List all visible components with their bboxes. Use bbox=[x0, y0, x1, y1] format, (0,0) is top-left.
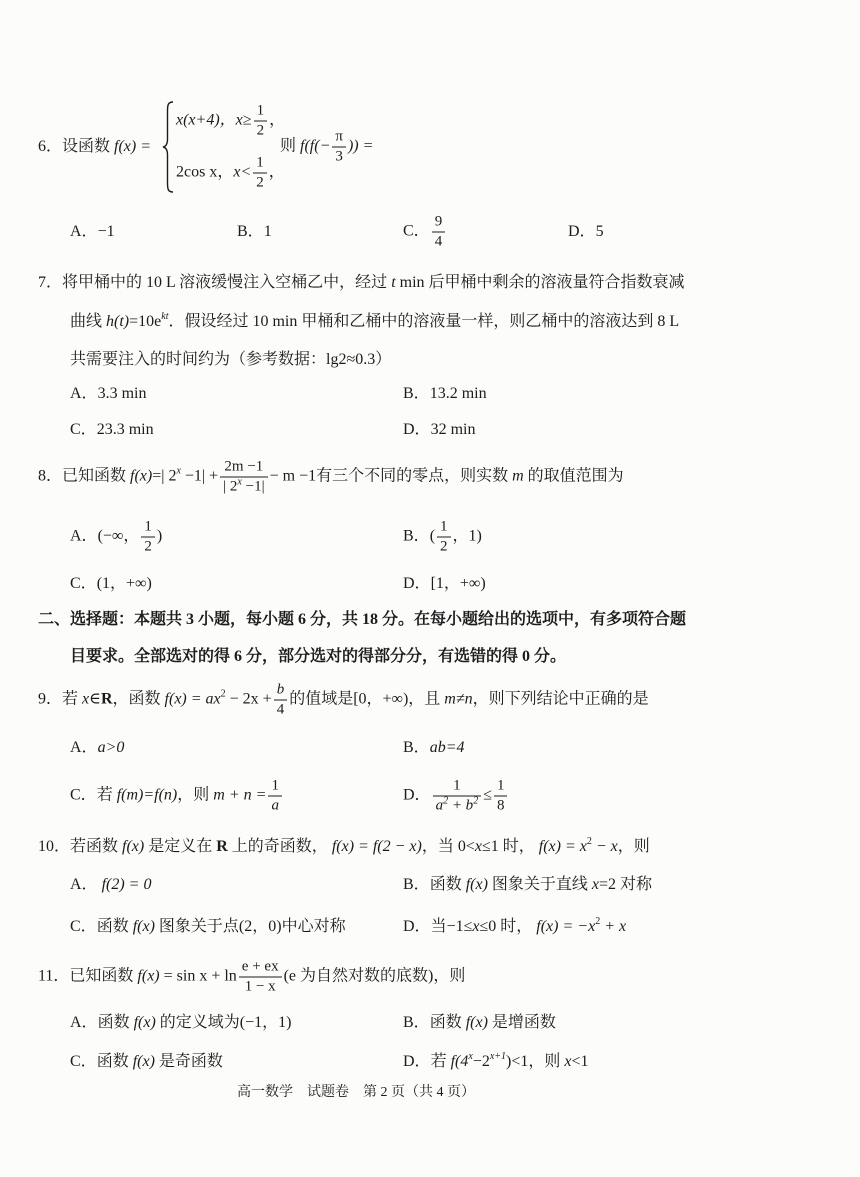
option-text: a>0 bbox=[97, 739, 125, 756]
option-label: B． bbox=[403, 739, 430, 756]
function-expression: − x bbox=[591, 838, 618, 855]
exponent: x bbox=[468, 1051, 473, 1062]
option-text: ( bbox=[429, 527, 436, 545]
text: ，则下列结论中正确的是 bbox=[472, 690, 649, 708]
denominator-part: | 2 bbox=[223, 478, 238, 495]
option-label: D． bbox=[403, 786, 431, 804]
question-7-line-2 bbox=[70, 312, 679, 332]
function-expression: f(4 bbox=[450, 1053, 469, 1070]
variable-x: x bbox=[472, 918, 480, 935]
fraction-numerator: 1 bbox=[253, 155, 267, 174]
question-7-option-a bbox=[70, 384, 146, 404]
question-11-stem bbox=[38, 959, 465, 996]
case-tail: ， bbox=[269, 111, 286, 129]
case-condition: x< bbox=[233, 163, 252, 181]
option-text: (1，+∞) bbox=[96, 575, 152, 592]
piecewise-case-1 bbox=[176, 103, 285, 140]
exponent: 2 bbox=[473, 795, 479, 807]
option-label: D． bbox=[403, 1053, 431, 1070]
option-text: 3.3 min bbox=[97, 385, 147, 402]
function-expression: f(x) = ax bbox=[164, 690, 221, 708]
option-label: B． bbox=[403, 876, 430, 893]
option-text: (−∞， bbox=[97, 527, 140, 545]
option-label: C． bbox=[70, 1053, 97, 1070]
exponent: 2 bbox=[443, 795, 449, 807]
option-text: =2 对称 bbox=[599, 876, 653, 893]
question-6-option-c bbox=[403, 214, 447, 251]
ask-then: 则 bbox=[280, 137, 301, 155]
option-label: B． bbox=[403, 527, 430, 545]
question-8-option-d bbox=[403, 574, 486, 594]
question-11-option-a bbox=[70, 1013, 291, 1033]
function-name: f(x) = bbox=[114, 138, 152, 155]
option-text: 的定义域为(−1，1) bbox=[155, 1014, 292, 1031]
option-text: ) bbox=[156, 527, 163, 545]
fraction-numerator: b bbox=[274, 682, 288, 701]
equation: =10e bbox=[129, 313, 162, 330]
question-8-stem bbox=[38, 459, 624, 496]
fraction-numerator: 1 bbox=[254, 103, 268, 122]
text: 7．将甲桶中的 10 L 溶液缓慢注入空桶乙中，经过 bbox=[38, 274, 392, 291]
expression: =| 2 bbox=[152, 467, 177, 485]
option-text: 图象关于直线 bbox=[487, 876, 592, 893]
option-text: 若 bbox=[430, 1053, 451, 1070]
function-name: f(x) bbox=[137, 967, 160, 985]
denominator-part: + b bbox=[448, 797, 474, 814]
option-label: C． bbox=[70, 786, 97, 804]
section-heading-line-2 bbox=[70, 647, 566, 667]
option-label: C． bbox=[70, 575, 97, 592]
option-label: C． bbox=[70, 918, 97, 935]
function-name: f(x) bbox=[133, 1014, 156, 1031]
fraction-denominator: 3 bbox=[335, 148, 343, 165]
question-9-option-a bbox=[70, 738, 124, 758]
option-label: D． bbox=[568, 223, 596, 240]
question-10-option-d bbox=[403, 917, 626, 937]
case-expression: 2cos x， bbox=[176, 163, 234, 181]
option-text: 是增函数 bbox=[487, 1014, 556, 1031]
fraction-denominator: 2 bbox=[256, 122, 265, 139]
page-footer bbox=[237, 1083, 475, 1103]
section-heading-text: 目要求。全部选对的得 6 分，部分选对的得部分分，有选错的得 0 分。 bbox=[70, 648, 567, 665]
function-expression: + x bbox=[600, 918, 627, 935]
case-tail: ， bbox=[268, 163, 285, 181]
function-name: f(x) bbox=[465, 1014, 488, 1031]
option-text: 函数 bbox=[429, 876, 466, 893]
option-text: 函数 bbox=[97, 1014, 134, 1031]
fraction-numerator: 1 bbox=[268, 778, 282, 797]
question-9-option-c bbox=[70, 778, 284, 815]
option-text: 函数 bbox=[96, 1053, 133, 1070]
question-10-option-c bbox=[70, 917, 346, 937]
fraction-numerator: 1 bbox=[494, 778, 508, 797]
option-expression: m + n = bbox=[213, 786, 267, 804]
case-condition: x≥ bbox=[235, 111, 252, 129]
variable-x: x∈ bbox=[82, 690, 101, 708]
option-text: 5 bbox=[595, 223, 604, 240]
case-expression: x(x+4)， bbox=[176, 111, 236, 129]
option-label: A． bbox=[70, 876, 98, 893]
function-name: f(x) bbox=[132, 1053, 155, 1070]
function-name: f(x) bbox=[132, 918, 155, 935]
option-text: ab=4 bbox=[429, 739, 465, 756]
text: ，则 bbox=[617, 838, 650, 855]
function-name: f(x) bbox=[465, 876, 488, 893]
real-numbers-symbol: R bbox=[100, 690, 113, 708]
function-name: f(x) bbox=[122, 838, 145, 855]
option-label: A． bbox=[70, 223, 98, 240]
fraction bbox=[433, 778, 482, 815]
fraction bbox=[332, 129, 346, 166]
text: ≤1 时， bbox=[481, 838, 539, 855]
fraction-numerator: 2m −1 bbox=[220, 459, 267, 478]
option-text: 当−1≤ bbox=[430, 918, 473, 935]
fraction-denominator: a bbox=[271, 797, 279, 814]
option-text: 是奇函数 bbox=[154, 1053, 223, 1070]
option-text: 23.3 min bbox=[96, 421, 154, 438]
question-11-option-b bbox=[403, 1013, 556, 1033]
question-7-line-3 bbox=[70, 350, 391, 370]
option-text: ，则 bbox=[177, 786, 214, 804]
question-8-option-a bbox=[70, 519, 162, 556]
text: min 后甲桶中剩余的溶液量符合指数衰减 bbox=[395, 274, 685, 291]
exponent: 2 bbox=[586, 836, 592, 847]
fraction bbox=[141, 519, 155, 556]
option-label: D． bbox=[403, 575, 431, 592]
option-expression: f(2) = 0 bbox=[97, 876, 152, 893]
denominator-part: −1| bbox=[241, 478, 265, 495]
function-h: h(t) bbox=[106, 313, 130, 330]
fraction-numerator: 9 bbox=[432, 214, 446, 233]
text: 上的奇函数， bbox=[227, 838, 332, 855]
option-text: )<1，则 bbox=[506, 1053, 565, 1070]
option-text: ，1) bbox=[452, 527, 482, 545]
exponent: x+1 bbox=[489, 1051, 507, 1062]
option-label: A． bbox=[70, 739, 98, 756]
question-11-option-c bbox=[70, 1052, 223, 1072]
exponent: x bbox=[176, 465, 181, 477]
fraction-denominator: 2 bbox=[256, 174, 264, 191]
option-label: A． bbox=[70, 385, 98, 402]
variable-x: x bbox=[591, 876, 600, 893]
text: (e 为自然对数的底数)，则 bbox=[283, 967, 466, 985]
exponent: 2 bbox=[595, 916, 601, 927]
ask-expression-start: f(f(− bbox=[300, 137, 331, 155]
option-text: 若 bbox=[96, 786, 117, 804]
fraction bbox=[220, 459, 267, 496]
text: ，当 0< bbox=[421, 838, 475, 855]
footer-text: 高一数学 试题卷 第 2 页（共 4 页） bbox=[237, 1085, 475, 1100]
variable-t: t bbox=[391, 274, 396, 291]
fraction bbox=[268, 778, 282, 815]
option-label: A． bbox=[70, 527, 98, 545]
exponent: 2 bbox=[220, 688, 226, 700]
question-11-option-d bbox=[403, 1052, 589, 1072]
question-7-option-b bbox=[403, 384, 487, 404]
variable-x: x bbox=[564, 1053, 572, 1070]
fraction-denominator: 2 bbox=[440, 538, 448, 555]
fraction-numerator: e + ex bbox=[239, 959, 282, 978]
fraction bbox=[274, 682, 288, 719]
text: 有三个不同的零点，则实数 bbox=[316, 467, 513, 485]
text: 的取值范围为 bbox=[523, 467, 624, 485]
fraction-denominator: 2 bbox=[144, 538, 152, 555]
expression: − 2x + bbox=[225, 690, 272, 708]
option-text: [1，+∞) bbox=[430, 575, 486, 592]
question-6-option-d bbox=[568, 222, 604, 242]
option-condition: f(m)=f(n) bbox=[116, 786, 178, 804]
option-label: C． bbox=[403, 222, 430, 240]
option-label: B． bbox=[403, 385, 430, 402]
question-10-stem bbox=[38, 837, 650, 857]
option-label: D． bbox=[403, 421, 431, 438]
fraction bbox=[239, 959, 282, 996]
option-text: 32 min bbox=[430, 421, 476, 438]
option-text: 图象关于点(2，0)中心对称 bbox=[154, 918, 346, 935]
option-text: −1 bbox=[97, 223, 115, 240]
question-8-lead: 8．已知函数 bbox=[38, 467, 131, 485]
exponent: x bbox=[237, 476, 242, 488]
question-6-option-b bbox=[237, 222, 272, 242]
fraction-denominator: 8 bbox=[496, 797, 505, 814]
option-text: 函数 bbox=[429, 1014, 466, 1031]
option-text: 1 bbox=[263, 223, 272, 240]
variable-x: x bbox=[474, 838, 482, 855]
fraction bbox=[253, 155, 267, 192]
fraction-numerator: 1 bbox=[141, 519, 155, 538]
piecewise-case-2 bbox=[176, 155, 285, 192]
text: ．假设经过 10 min 甲桶和乙桶中的溶液量一样，则乙桶中的溶液达到 8 L bbox=[168, 313, 680, 330]
question-8-option-c bbox=[70, 574, 152, 594]
fraction-denominator: 4 bbox=[276, 701, 285, 718]
question-9-stem bbox=[38, 682, 649, 719]
question-11-lead: 11．已知函数 bbox=[38, 967, 138, 985]
function-name: f(x) bbox=[130, 467, 153, 485]
text: ，函数 bbox=[112, 690, 165, 708]
option-text: ≤0 时， bbox=[479, 918, 537, 935]
text: 的值域是[0，+∞)，且 bbox=[289, 690, 445, 708]
text: 是定义在 bbox=[144, 838, 217, 855]
option-label: A． bbox=[70, 1014, 98, 1031]
text: 曲线 bbox=[70, 313, 107, 330]
question-9-option-b bbox=[403, 738, 464, 758]
question-7-option-d bbox=[403, 420, 475, 440]
exponent: kt bbox=[161, 311, 169, 322]
fraction-numerator: 1 bbox=[437, 519, 451, 538]
fraction-denominator: 1 − x bbox=[244, 978, 276, 995]
fraction-denominator bbox=[433, 797, 482, 815]
question-10-lead: 10．若函数 bbox=[38, 838, 123, 855]
option-text: 13.2 min bbox=[429, 385, 487, 402]
fraction bbox=[437, 519, 451, 556]
option-label: B． bbox=[403, 1014, 430, 1031]
fraction-denominator: 4 bbox=[434, 233, 443, 250]
function-relation: f(x) = f(2 − x) bbox=[331, 838, 422, 855]
fraction bbox=[254, 103, 268, 140]
section-heading-text: 二、选择题：本题共 3 小题，每小题 6 分，共 18 分。在每小题给出的选项中，有多项符合题 bbox=[38, 611, 687, 628]
question-10-option-b bbox=[403, 875, 652, 895]
fraction-numerator: π bbox=[332, 129, 346, 148]
text: 共需要注入的时间约为（参考数据：lg2≈0.3） bbox=[70, 351, 392, 368]
question-7-option-c bbox=[70, 420, 154, 440]
option-text: 函数 bbox=[96, 918, 133, 935]
function-expression: = sin x + ln bbox=[159, 967, 237, 985]
question-9-option-d bbox=[403, 778, 509, 815]
denominator-part: a bbox=[435, 797, 444, 814]
question-7-line-1 bbox=[38, 273, 685, 293]
condition: m≠n bbox=[444, 690, 473, 708]
question-9-lead: 9．若 bbox=[38, 690, 83, 708]
fraction-numerator: 1 bbox=[433, 778, 482, 797]
function-expression: f(x) = −x bbox=[536, 918, 596, 935]
fraction bbox=[494, 778, 508, 815]
option-label: B． bbox=[237, 223, 264, 240]
function-expression: f(x) = x bbox=[538, 838, 587, 855]
expression: −1| + bbox=[180, 467, 219, 485]
relation-symbol: ≤ bbox=[483, 786, 492, 804]
function-expression: −2 bbox=[472, 1053, 490, 1070]
question-10-option-a bbox=[70, 875, 151, 895]
real-numbers-symbol: R bbox=[216, 838, 228, 855]
option-fraction bbox=[432, 214, 446, 251]
option-label: C． bbox=[70, 421, 97, 438]
variable-m: m bbox=[512, 467, 524, 485]
section-heading-line-1 bbox=[38, 610, 686, 630]
question-6-ask bbox=[280, 129, 373, 166]
fraction-denominator bbox=[220, 478, 267, 496]
option-label: D． bbox=[403, 918, 431, 935]
question-6-lead: 6．设函数 bbox=[38, 138, 115, 155]
option-text: <1 bbox=[571, 1053, 589, 1070]
question-6-stem bbox=[38, 137, 151, 157]
question-8-option-b bbox=[403, 519, 482, 556]
question-6-option-a bbox=[70, 222, 115, 242]
piecewise-brace bbox=[162, 101, 174, 193]
expression: − m −1 bbox=[269, 467, 317, 485]
ask-expression-end: )) = bbox=[347, 137, 374, 155]
